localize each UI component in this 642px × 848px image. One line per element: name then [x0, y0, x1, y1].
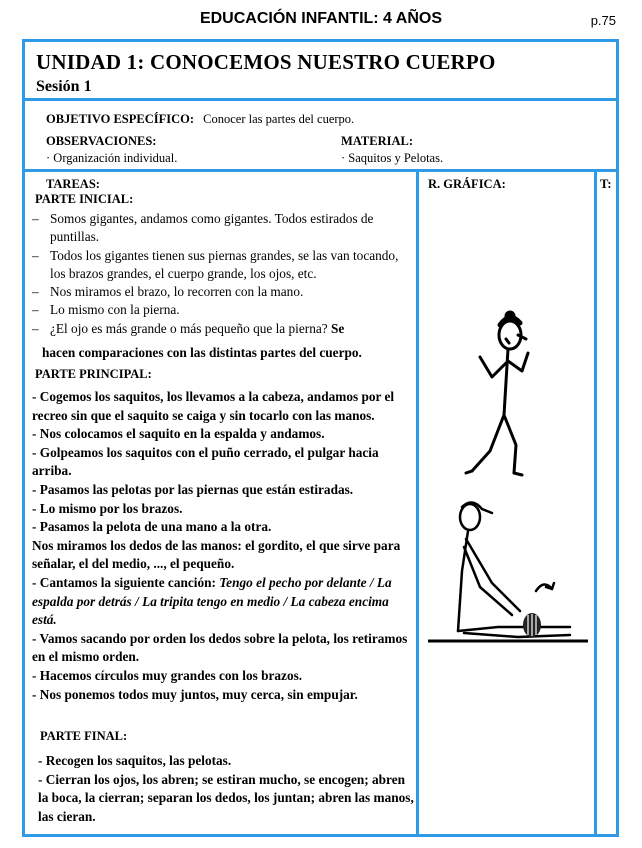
principal-song-item: [32, 574, 416, 630]
principal-item: - Golpeamos los saquitos con el puño cerrado, el pulgar hacia arriba.: [32, 444, 379, 479]
principal-item: - Vamos sacando por orden los dedos sobre la pelota, los retiramos en el mismo orden.: [32, 630, 408, 665]
principal-item: - Nos ponemos todos muy juntos, muy cerca, sin empujar.: [32, 686, 358, 702]
inicial-tail: hacen comparaciones con las distintas partes del cuerpo.: [42, 345, 362, 360]
material-text: · Saquitos y Pelotas.: [341, 151, 444, 165]
objective-label: OBJETIVO ESPECÍFICO:: [46, 112, 195, 126]
inicial-list: [32, 210, 410, 338]
course-title: EDUCACIÓN INFANTIL: 4 AÑOS: [199, 10, 443, 27]
principal-item: - Cogemos los saquitos, los llevamos a la cabeza, andamos por el recreo sin que el saquito se caiga y sin tocarlo con las manos.: [32, 389, 395, 423]
grafica-header: R. GRÁFICA:: [428, 177, 506, 191]
seated-child-ball-illustration: [428, 495, 588, 647]
principal-title: PARTE PRINCIPAL:: [35, 367, 152, 381]
principal-item: - Nos colocamos el saquito en la espalda y andamos.: [32, 426, 325, 442]
inicial-title: PARTE INICIAL:: [35, 192, 134, 206]
observations-label: OBSERVACIONES:: [46, 134, 157, 148]
inicial-item: – Todos los gigantes tienen sus piernas grandes, se las van tocando, los brazos grandes, el cuerpo grande, los ojos, etc.: [32, 247, 410, 284]
tareas-header: TAREAS:: [46, 177, 100, 191]
final-list: [38, 752, 416, 826]
ball-icon: [523, 613, 541, 637]
inicial-item: – Nos miramos el brazo, lo recorren con la mano.: [32, 283, 410, 301]
inicial-item: – Somos gigantes, andamos como gigantes. Todos estirados de puntillas.: [32, 210, 410, 247]
divider-title: [22, 98, 619, 101]
objective-text: Conocer las partes del cuerpo.: [203, 112, 355, 126]
final-item: - Recogen los saquitos, las pelotas.: [38, 753, 232, 768]
final-title: PARTE FINAL:: [40, 729, 128, 743]
objective-row: [46, 112, 354, 127]
material-label: MATERIAL:: [341, 134, 413, 148]
principal-item: - Pasamos la pelota de una mano a la otra.: [32, 519, 272, 535]
tiempo-header: T:: [600, 177, 612, 191]
standing-child-illustration: [460, 305, 560, 480]
inicial-question-tail-se: Se: [331, 320, 345, 336]
inicial-item: – Lo mismo con la pierna.: [32, 301, 410, 319]
principal-item: - Lo mismo por los brazos.: [32, 500, 183, 516]
inicial-item: [32, 320, 410, 338]
principal-item: - Hacemos círculos muy grandes con los brazos.: [32, 667, 303, 683]
principal-item: - Pasamos las pelotas por las piernas que están estiradas.: [32, 481, 354, 497]
divider-col-grafica: [416, 170, 419, 837]
divider-col-tiempo: [594, 170, 597, 837]
session-label: Sesión 1: [36, 78, 92, 95]
song-intro: - Cantamos la siguiente canción:: [32, 574, 216, 590]
divider-info: [22, 169, 619, 172]
final-item: - Cierran los ojos, los abren; se estiran mucho, se encogen; abren la boca, la cierran; separan los dedos, los juntan; abren las manos, las cieran.: [38, 771, 414, 824]
principal-list: [32, 388, 416, 704]
page-number: p.75: [590, 13, 616, 28]
observations-text: · Organización individual.: [46, 151, 178, 165]
inicial-question: ¿El ojo es más grande o más pequeño que la pierna?: [50, 320, 328, 336]
song-lyrics: Tengo el pecho por delante / La espalda por detrás / La tripita tengo en medio / La cabeza encima está.: [32, 574, 392, 628]
page-header: [0, 8, 642, 32]
unit-title: UNIDAD 1: CONOCEMOS NUESTRO CUERPO: [36, 50, 496, 74]
principal-item: Nos miramos los dedos de las manos: el gordito, el que sirve para señalar, el del medio, ..., el pequeño.: [32, 537, 401, 572]
